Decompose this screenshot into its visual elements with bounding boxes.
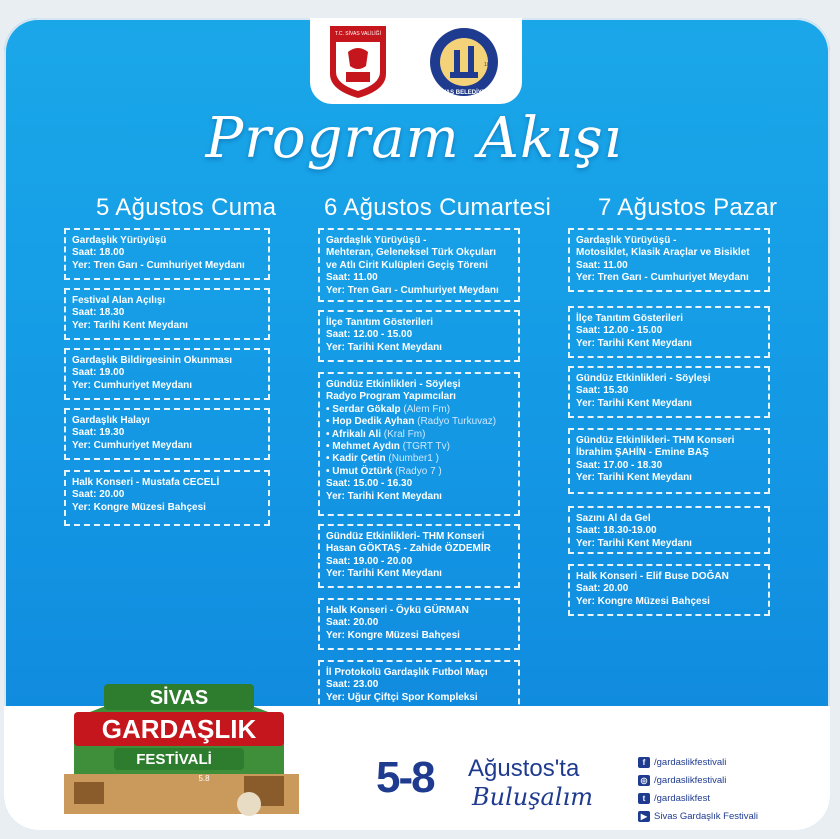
event-name: Gündüz Etkinlikleri - Söyleşi	[326, 379, 461, 390]
event-place: Yer: Tarihi Kent Meydanı	[576, 397, 692, 409]
event-place: Yer: Tren Garı - Cumhuriyet Meydanı	[576, 272, 749, 284]
slogan-tagline: Buluşalım	[472, 783, 593, 811]
twitter-icon: t	[638, 793, 650, 804]
event-card	[568, 228, 770, 292]
social-handle: /gardaslikfest	[654, 793, 710, 804]
event-name-line2: Hasan GÖKTAŞ - Zahide ÖZDEMİR	[326, 543, 491, 555]
event-name: Festival Alan Açılışı	[72, 295, 166, 306]
event-name-line2: Motosiklet, Klasik Araçlar ve Bisiklet	[576, 247, 750, 259]
event-place: Yer: Tarihi Kent Meydanı	[326, 490, 442, 502]
festival-logo-line3: FESTİVALİ	[136, 751, 212, 768]
instagram-icon: ◎	[638, 775, 650, 786]
event-card	[64, 408, 270, 460]
speaker-item	[326, 441, 512, 453]
speaker-name: • Mehmet Aydın	[326, 441, 400, 453]
youtube-icon: ▶	[638, 811, 650, 822]
social-link[interactable]	[638, 791, 758, 806]
event-time: Saat: 19.00	[72, 367, 125, 379]
event-card	[568, 564, 770, 616]
event-time: Saat: 20.00	[576, 583, 629, 595]
social-handle: /gardaslikfestivali	[654, 757, 727, 768]
speaker-affiliation: (Radyo 7 )	[395, 465, 442, 477]
event-card	[568, 506, 770, 554]
event-place: Yer: Kongre Müzesi Bahçesi	[576, 595, 710, 607]
event-name: İlçe Tanıtım Gösterileri	[576, 313, 684, 324]
event-place: Yer: Tren Garı - Cumhuriyet Meydanı	[326, 284, 499, 296]
event-name: Halk Konseri - Mustafa CECELİ	[72, 477, 220, 488]
event-name: Sazını Al da Gel	[576, 513, 651, 524]
event-card	[318, 310, 520, 362]
event-time: Saat: 12.00 - 15.00	[576, 325, 663, 337]
speaker-name: • Hop Dedik Ayhan	[326, 416, 415, 428]
social-links	[638, 755, 758, 827]
event-name: Gardaşlık Yürüyüşü -	[326, 235, 427, 246]
event-place: Yer: Tarihi Kent Meydanı	[72, 319, 188, 331]
speaker-affiliation: (Kral Fm)	[383, 428, 426, 440]
event-time: Saat: 11.00	[576, 259, 628, 271]
festival-logo-line2: GARDAŞLIK	[101, 714, 257, 744]
speaker-affiliation: (Radyo Turkuvaz)	[417, 416, 497, 428]
event-place: Yer: Tren Garı - Cumhuriyet Meydanı	[72, 259, 245, 271]
event-name: Gardaşlık Bildirgesinin Okunması	[72, 355, 233, 366]
event-time: Saat: 23.00	[326, 679, 379, 691]
event-name-line2: Radyo Program Yapımcıları	[326, 391, 456, 403]
event-place: Yer: Kongre Müzesi Bahçesi	[72, 501, 206, 513]
speaker-name: • Afrikalı Ali	[326, 428, 381, 440]
event-time: Saat: 19.30	[72, 427, 125, 439]
speaker-item	[326, 416, 512, 428]
event-time: Saat: 18.30	[72, 307, 125, 319]
festival-logo	[44, 664, 314, 824]
valilik-logo	[326, 22, 390, 100]
day-title: 5 Ağustos Cuma	[96, 194, 277, 221]
social-handle: /gardaslikfestivali	[654, 775, 727, 786]
event-place: Yer: Tarihi Kent Meydanı	[576, 337, 692, 349]
event-name: İl Protokolü Gardaşlık Futbol Maçı	[326, 667, 488, 678]
event-time: Saat: 20.00	[72, 489, 125, 501]
social-link[interactable]	[638, 755, 758, 770]
event-name: Gardaşlık Yürüyüşü	[72, 235, 167, 246]
event-card	[64, 288, 270, 340]
speaker-affiliation: (Number1 )	[388, 453, 439, 465]
event-place: Yer: Cumhuriyet Meydanı	[72, 439, 193, 451]
social-link[interactable]	[638, 773, 758, 788]
event-name: Gündüz Etkinlikleri- THM Konseri	[326, 531, 485, 542]
event-card	[568, 428, 770, 494]
event-card	[318, 524, 520, 588]
festival-logo-edition: 5.8	[198, 774, 210, 783]
belediye-logo	[428, 26, 500, 98]
event-name: Gardaşlık Yürüyüşü -	[576, 235, 677, 246]
speaker-affiliation: (TGRT Tv)	[402, 441, 450, 453]
event-name-line2: Mehteran, Geleneksel Türk Okçuları	[326, 247, 497, 259]
speaker-item	[326, 429, 512, 441]
social-link[interactable]	[638, 809, 758, 824]
event-card	[568, 366, 770, 418]
event-card	[64, 470, 270, 526]
event-place: Yer: Tarihi Kent Meydanı	[326, 568, 442, 580]
day-title: 7 Ağustos Pazar	[598, 194, 778, 221]
event-time: Saat: 15.00 - 16.30	[326, 478, 413, 490]
event-name: Gündüz Etkinlikleri - Söyleşi	[576, 373, 711, 384]
event-place: Yer: Uğur Çiftçi Spor Kompleksi	[326, 691, 478, 703]
event-place: Yer: Cumhuriyet Meydanı	[72, 379, 193, 391]
poster-frame	[4, 18, 830, 830]
event-time: Saat: 18.30-19.00	[576, 525, 657, 537]
event-name: Halk Konseri - Öykü GÜRMAN	[326, 605, 469, 616]
event-place: Yer: Tarihi Kent Meydanı	[326, 341, 442, 353]
festival-logo-line1: SİVAS	[149, 687, 209, 709]
speaker-item	[326, 466, 512, 478]
event-name: Gündüz Etkinlikleri- THM Konseri	[576, 435, 735, 446]
event-name-line2: İbrahim ŞAHİN - Emine BAŞ	[576, 447, 709, 459]
event-card	[318, 598, 520, 650]
slogan	[376, 753, 593, 819]
event-time: Saat: 12.00 - 15.00	[326, 329, 413, 341]
page-title: Program Akışı	[205, 106, 623, 171]
day-title: 6 Ağustos Cumartesi	[324, 194, 552, 221]
event-card	[64, 228, 270, 280]
event-place: Yer: Tarihi Kent Meydanı	[576, 472, 692, 484]
event-name: İlçe Tanıtım Gösterileri	[326, 317, 434, 328]
event-card	[318, 372, 520, 516]
speaker-name: • Umut Öztürk	[326, 465, 393, 477]
belediye-year: 1882	[484, 62, 496, 68]
speaker-name: • Kadir Çetin	[326, 453, 386, 465]
event-time: Saat: 17.00 - 18.30	[576, 459, 663, 471]
event-time: Saat: 15.30	[576, 385, 629, 397]
event-time: Saat: 19.00 - 20.00	[326, 555, 413, 567]
social-handle: Sivas Gardaşlık Festivali	[654, 811, 759, 822]
event-card	[568, 306, 770, 358]
belediye-logo-text: SİVAS BELEDİYESİ	[436, 90, 492, 96]
event-card	[318, 228, 520, 302]
facebook-icon: f	[638, 757, 650, 768]
speaker-item	[326, 404, 512, 416]
event-name: Gardaşlık Halayı	[72, 415, 150, 426]
slogan-dates: 5-8	[376, 753, 434, 802]
speaker-item	[326, 453, 512, 465]
slogan-month: Ağustos'ta	[468, 755, 580, 782]
speaker-name: • Serdar Gökalp	[326, 403, 401, 415]
event-card	[64, 348, 270, 400]
event-name-line3: ve Atlı Cirit Kulüpleri Geçiş Töreni	[326, 259, 488, 271]
event-place: Yer: Tarihi Kent Meydanı	[576, 537, 692, 549]
event-time: Saat: 18.00	[72, 247, 125, 259]
event-name: Halk Konseri - Elif Buse DOĞAN	[576, 571, 729, 582]
event-time: Saat: 20.00	[326, 617, 379, 629]
event-time: Saat: 11.00	[326, 272, 378, 284]
event-place: Yer: Kongre Müzesi Bahçesi	[326, 629, 460, 641]
valilik-logo-text: T.C. SİVAS VALİLİĞİ	[335, 31, 381, 37]
speaker-affiliation: (Alem Fm)	[403, 403, 451, 415]
